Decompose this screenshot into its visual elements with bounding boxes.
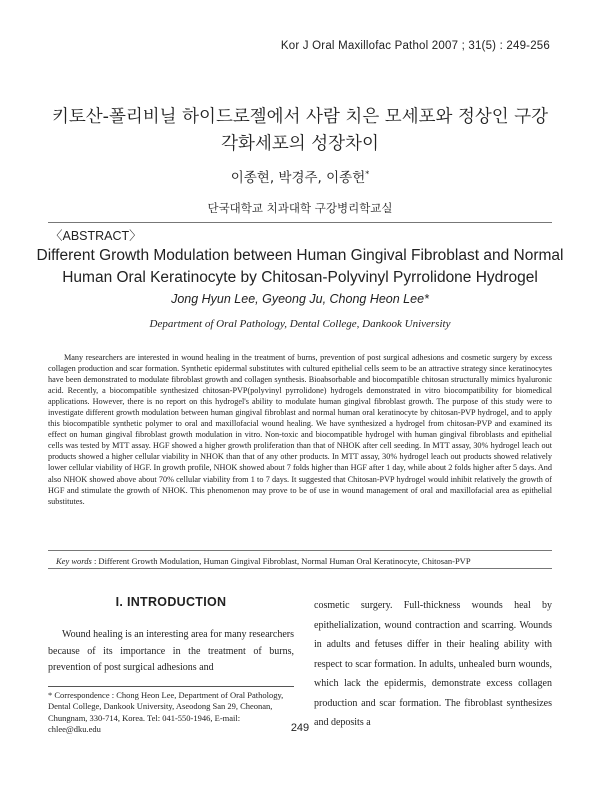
footnote-correspondence: * Correspondence : Chong Heon Lee, Department of Oral Pathology, Dental College, Dankook University, Aseodong San 29, Cheonan, Chungnam, 330-714, Korea. Tel: 041-550-1946, E-mail: chlee@dku.edu bbox=[48, 690, 284, 735]
korean-affiliation: 단국대학교 치과대학 구강병리학교실 bbox=[207, 201, 393, 215]
keywords-text: : Different Growth Modulation, Human Gingival Fibroblast, Normal Human Oral Keratinocyte, Chitosan-PVP bbox=[93, 556, 471, 566]
intro-column-right: cosmetic surgery. Full-thickness wounds heal by epithelialization, wound contraction and scarring. Wounds in adults and fetuses differ in their healing ability with respect to scar formation. In adults, unhealed burn wounds, which lack the epidermis, demonstrate excess collagen production and scar formation. The fibroblast synthesizes and deposits a bbox=[314, 600, 552, 728]
keywords-label: Key words bbox=[56, 556, 92, 566]
english-title bbox=[0, 245, 600, 289]
page-number: 249 bbox=[290, 722, 310, 734]
footnote-rule bbox=[48, 686, 294, 687]
abstract-label: 〈ABSTRACT〉 bbox=[50, 229, 142, 243]
korean-title-line1: 키토산-폴리비닐 하이드로젤에서 사람 치은 모세포와 정상인 구강 bbox=[51, 107, 549, 127]
korean-authors-names: 이종현, 박경주, 이종헌 bbox=[230, 170, 366, 186]
english-authors: Jong Hyun Lee, Gyeong Ju, Chong Heon Lee* bbox=[171, 292, 429, 306]
divider-keywords-top bbox=[48, 550, 552, 551]
korean-authors bbox=[0, 166, 600, 186]
journal-citation: Kor J Oral Maxillofac Pathol 2007 ; 31(5) : 249-256 bbox=[280, 40, 550, 52]
korean-title-line2: 각화세포의 성장차이 bbox=[221, 134, 379, 154]
intro-column-left: Wound healing is an interesting area for many researchers because of its importance in the treatment of burns, prevention of post surgical adhesions and bbox=[48, 629, 294, 673]
english-title-line2: Human Oral Keratinocyte by Chitosan-Polyvinyl Pyrrolidone Hydrogel bbox=[62, 269, 538, 286]
corresponding-mark: * bbox=[365, 169, 370, 179]
english-department: Department of Oral Pathology, Dental College, Dankook University bbox=[149, 318, 451, 330]
divider-top bbox=[48, 222, 552, 223]
english-title-line1: Different Growth Modulation between Human Gingival Fibroblast and Normal bbox=[36, 247, 564, 264]
keywords bbox=[56, 556, 471, 566]
abstract-body: Many researchers are interested in wound healing in the treatment of burns, prevention of post surgical adhesions and cosmetic surgery by excess collagen production and scar formation. Synthetic epidermal substitutes with cultured epithelial cells seem to be an attractive strategy since keratinocytes have been demonstrated to modulate fibroblast growth and collagen synthesis. Bioabsorbable and biocompatible chitosan structurally mimics hyaluronic acid. Recently, a biocompatible synthesized chitosan-PVP(polyvinyl pyrrolidone) hydrogels demonstrated in vitro biocompatibility for biomedical applications. However, there is no report on this hydrogel's ability to modulate human gingival fibroblast growth. The purpose of this study were to investigate different growth modulation between human gingival fibroblast and normal human oral keratinocyte by chitosan-PVP hydrogel, and to apply this biocompatible synthetic polymer to oral and maxillofacial wound healing. We have synthesized a hydrogel from chitosan-PVP and examined its effect on human gingival fibroblast growth modulation in vitro. Non-toxic and biocompatible hydrogel with human gingival fibroblasts and epithelial cells was tested by MTT assay. HGF showed a higher growth proliferation than that of NHOK after cell seeding. In MTT assay, 30% hydrogel leach out products showed a higher cellular viability in NHOK than that of any other products. In MTT assay, 30% hydrogel leach out products showed relatively lower cellular viability of HGF. In growth profile, NHOK showed about 7 folds higher than HGF after 1 day, while about 2 folds higher after 5 days. And also NHOK showed above about 70% cellular viability from 1 to 7 days. It suggested that Chitosan-PVP hydrogel would inhibit relatively the growth of HGF and stimulate the growth of NHOK. This phenomenon may prove to be of use in wound management of oral and maxillofacial area as epithelial substitutes. bbox=[48, 353, 552, 506]
korean-title bbox=[0, 104, 600, 158]
divider-keywords-bottom bbox=[48, 568, 552, 569]
section-heading: I. INTRODUCTION bbox=[115, 595, 227, 609]
